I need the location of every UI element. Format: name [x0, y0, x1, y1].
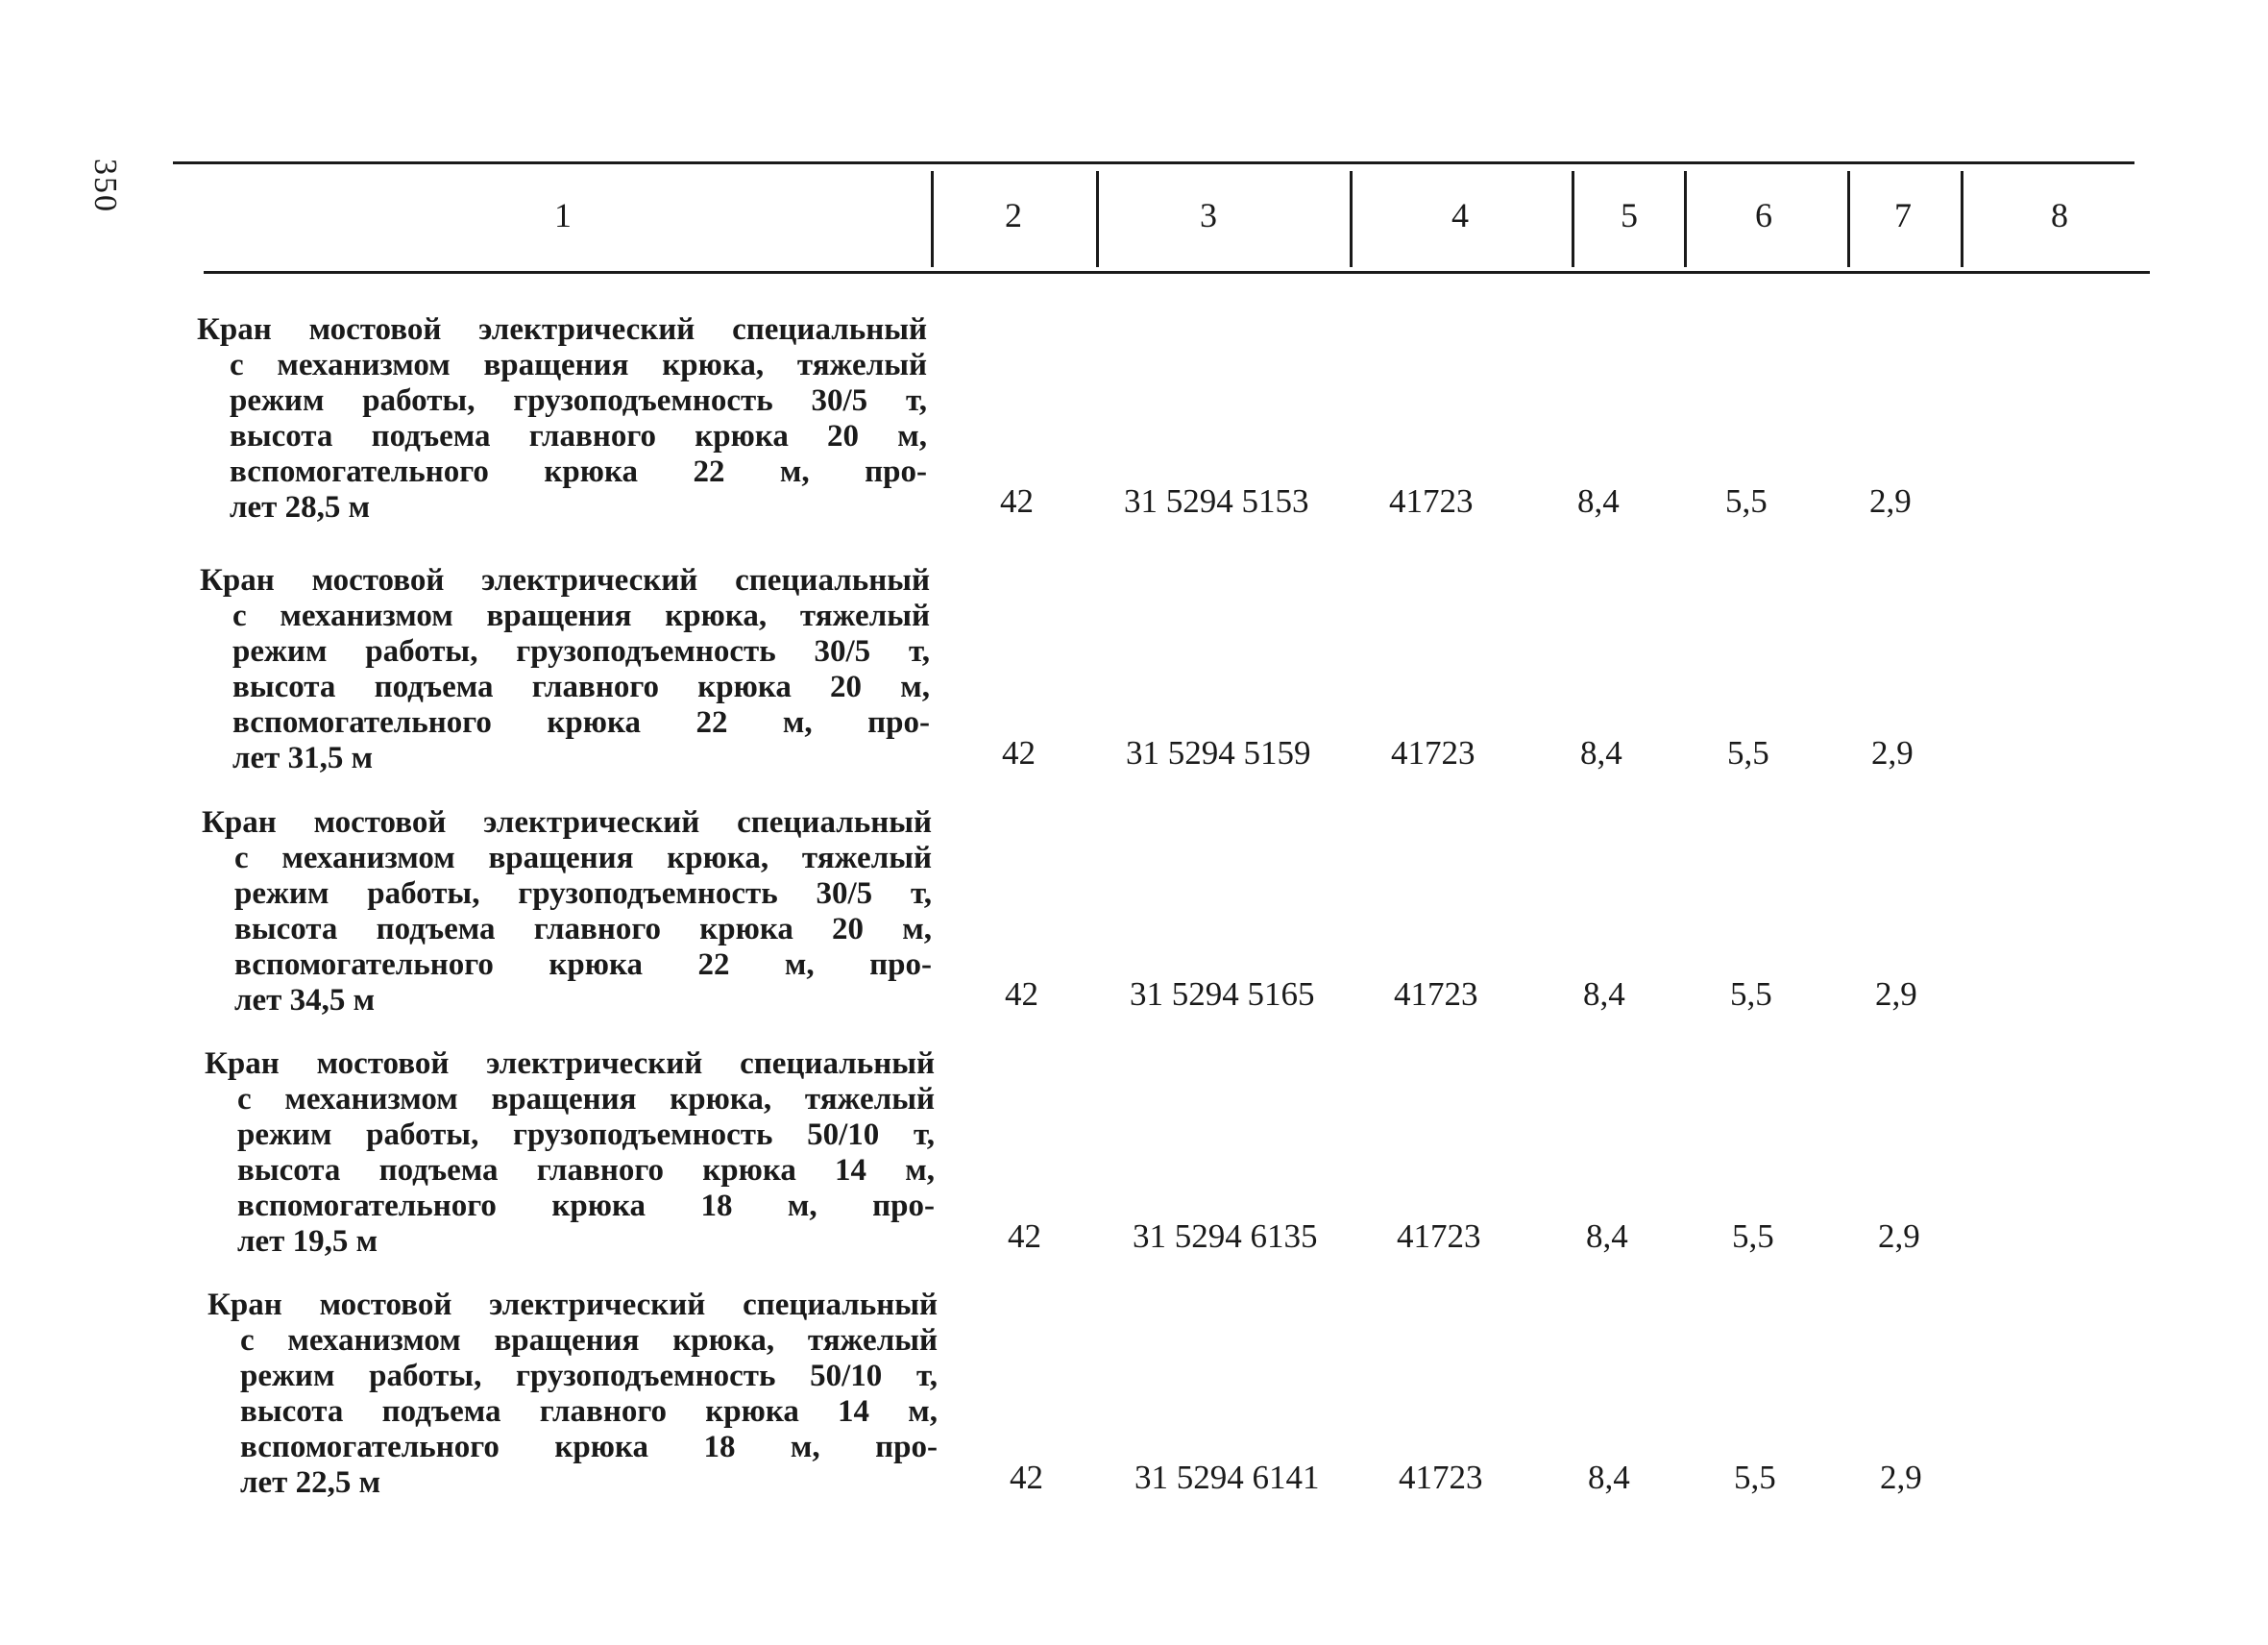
- description-line: с механизмом вращения крюка, тяжелый: [234, 841, 932, 875]
- cell-col-2: 42: [1008, 1217, 1041, 1255]
- column-header-8: 8: [2051, 196, 2068, 234]
- row-description: [197, 312, 927, 526]
- cell-col-3: 31 5294 5153: [1124, 482, 1309, 520]
- cell-col-4: 41723: [1394, 975, 1478, 1013]
- table-top-rule: [173, 161, 2134, 164]
- cell-col-5: 8,4: [1586, 1217, 1628, 1255]
- cell-col-7: 2,9: [1880, 1459, 1922, 1496]
- description-line: с механизмом вращения крюка, тяжелый: [230, 348, 927, 382]
- column-separator: [1350, 171, 1353, 267]
- column-header-6: 6: [1755, 196, 1772, 234]
- column-header-5: 5: [1621, 196, 1638, 234]
- description-line: вспомогательного крюка 22 м, про-: [230, 454, 927, 489]
- column-separator: [931, 171, 934, 267]
- description-line: режим работы, грузоподъемность 50/10 т,: [240, 1359, 938, 1393]
- cell-col-2: 42: [1000, 482, 1034, 520]
- cell-col-2: 42: [1002, 734, 1036, 772]
- description-line: высота подъема главного крюка 14 м,: [237, 1153, 935, 1188]
- cell-col-5: 8,4: [1580, 734, 1622, 772]
- row-description: [202, 805, 932, 1019]
- description-line: лет 34,5 м: [234, 983, 376, 1018]
- description-line: лет 31,5 м: [232, 741, 374, 775]
- page-number: 350: [87, 159, 123, 213]
- description-line: с механизмом вращения крюка, тяжелый: [240, 1323, 938, 1358]
- description-line: с механизмом вращения крюка, тяжелый: [237, 1082, 935, 1117]
- description-line: высота подъема главного крюка 20 м,: [234, 912, 932, 946]
- cell-col-6: 5,5: [1725, 482, 1768, 520]
- description-line: вспомогательного крюка 22 м, про-: [232, 705, 930, 740]
- cell-col-5: 8,4: [1577, 482, 1620, 520]
- description-line: лет 22,5 м: [240, 1465, 381, 1500]
- cell-col-3: 31 5294 5159: [1126, 734, 1311, 772]
- description-line: режим работы, грузоподъемность 50/10 т,: [237, 1117, 935, 1152]
- cell-col-6: 5,5: [1730, 975, 1772, 1013]
- column-header-7: 7: [1894, 196, 1912, 234]
- description-line: вспомогательного крюка 22 м, про-: [234, 947, 932, 982]
- column-header-4: 4: [1451, 196, 1469, 234]
- description-line: с механизмом вращения крюка, тяжелый: [232, 599, 930, 633]
- description-line: вспомогательного крюка 18 м, про-: [237, 1189, 935, 1223]
- column-separator: [1684, 171, 1687, 267]
- cell-col-5: 8,4: [1588, 1459, 1630, 1496]
- cell-col-5: 8,4: [1583, 975, 1625, 1013]
- description-line: лет 19,5 м: [237, 1224, 378, 1259]
- row-description: [200, 563, 930, 776]
- cell-col-4: 41723: [1397, 1217, 1481, 1255]
- description-line: вспомогательного крюка 18 м, про-: [240, 1430, 938, 1464]
- cell-col-6: 5,5: [1734, 1459, 1776, 1496]
- description-line: Кран мостовой электрический специальный: [202, 805, 932, 840]
- cell-col-7: 2,9: [1871, 734, 1914, 772]
- description-line: Кран мостовой электрический специальный: [200, 563, 930, 598]
- description-line: высота подъема главного крюка 20 м,: [230, 419, 927, 454]
- description-line: лет 28,5 м: [230, 490, 371, 525]
- cell-col-7: 2,9: [1875, 975, 1917, 1013]
- description-line: режим работы, грузоподъемность 30/5 т,: [232, 634, 930, 669]
- cell-col-6: 5,5: [1727, 734, 1769, 772]
- column-header-1: 1: [554, 196, 572, 234]
- column-separator: [1096, 171, 1099, 267]
- cell-col-4: 41723: [1391, 734, 1475, 772]
- description-line: Кран мостовой электрический специальный: [205, 1046, 935, 1081]
- description-line: режим работы, грузоподъемность 30/5 т,: [234, 876, 932, 911]
- description-line: высота подъема главного крюка 20 м,: [232, 670, 930, 704]
- cell-col-4: 41723: [1389, 482, 1474, 520]
- column-separator: [1572, 171, 1574, 267]
- cell-col-4: 41723: [1399, 1459, 1483, 1496]
- row-description: [207, 1288, 938, 1501]
- column-separator: [1961, 171, 1963, 267]
- row-description: [205, 1046, 935, 1260]
- description-line: Кран мостовой электрический специальный: [207, 1288, 938, 1322]
- cell-col-6: 5,5: [1732, 1217, 1774, 1255]
- cell-col-7: 2,9: [1878, 1217, 1920, 1255]
- table-header-bottom-rule: [204, 271, 2150, 274]
- cell-col-3: 31 5294 6141: [1134, 1459, 1320, 1496]
- column-header-2: 2: [1005, 196, 1022, 234]
- column-header-3: 3: [1200, 196, 1217, 234]
- description-line: Кран мостовой электрический специальный: [197, 312, 927, 347]
- description-line: режим работы, грузоподъемность 30/5 т,: [230, 383, 927, 418]
- description-line: высота подъема главного крюка 14 м,: [240, 1394, 938, 1429]
- cell-col-3: 31 5294 6135: [1133, 1217, 1318, 1255]
- cell-col-3: 31 5294 5165: [1130, 975, 1315, 1013]
- cell-col-7: 2,9: [1869, 482, 1912, 520]
- cell-col-2: 42: [1010, 1459, 1043, 1496]
- column-separator: [1847, 171, 1850, 267]
- cell-col-2: 42: [1005, 975, 1038, 1013]
